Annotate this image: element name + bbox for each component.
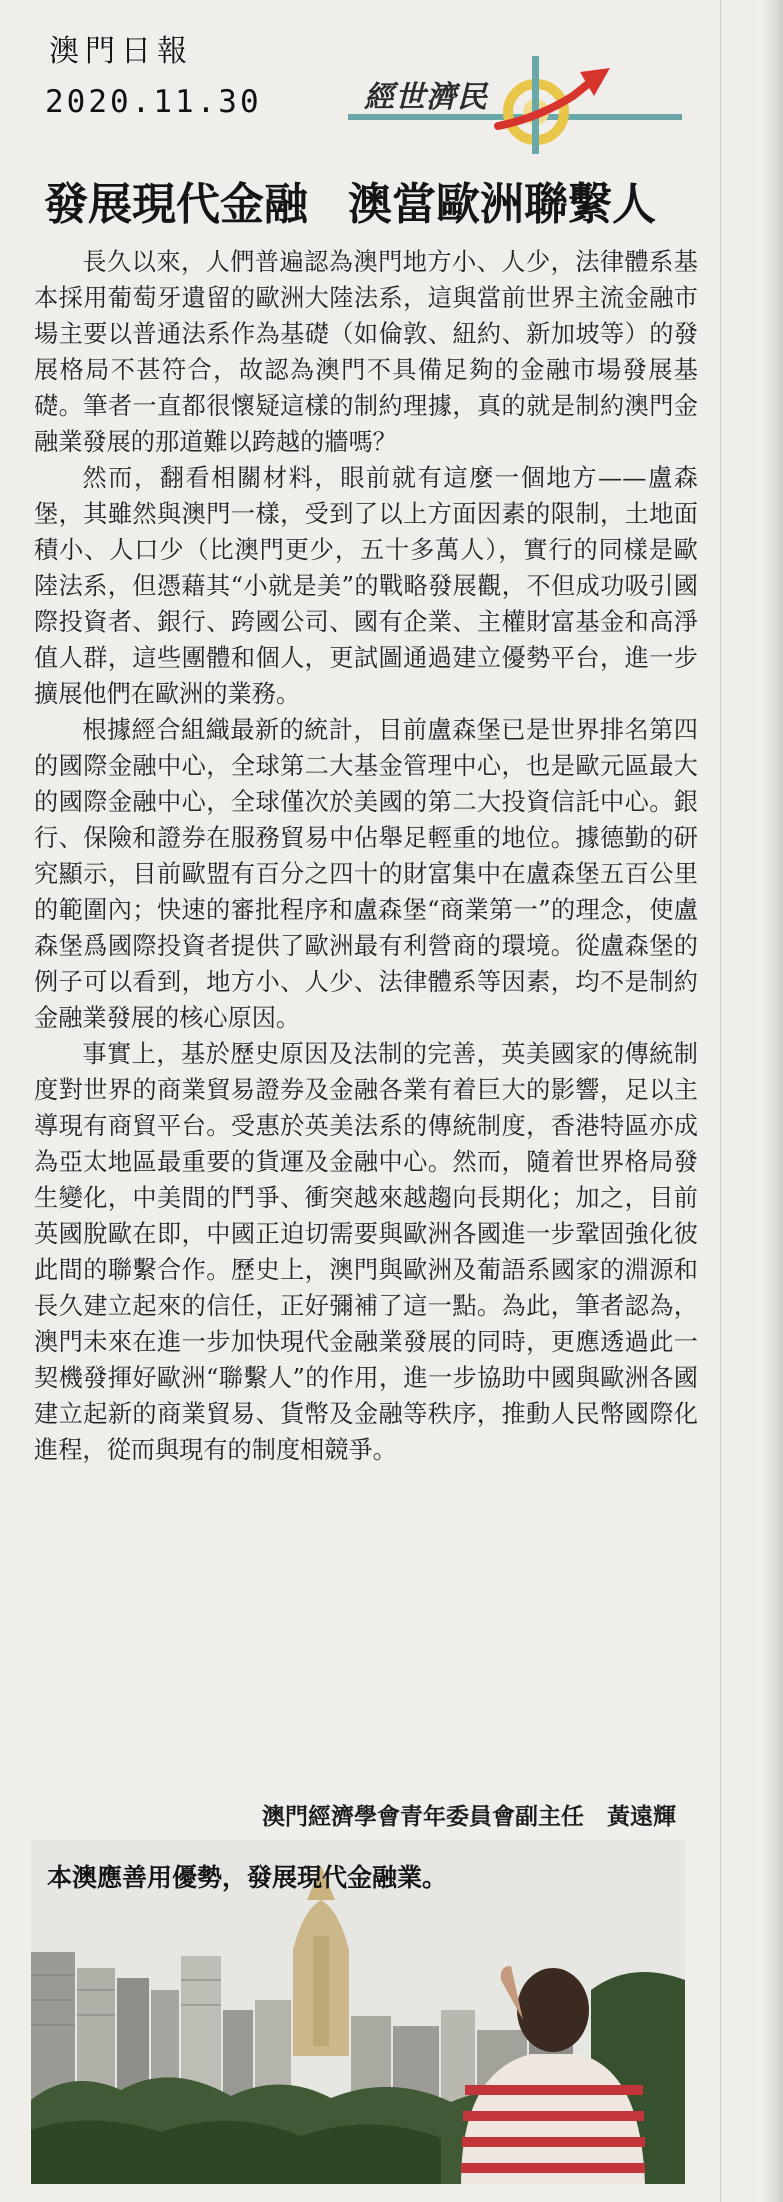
article-body	[34, 244, 698, 1468]
article-photo	[31, 1840, 685, 2184]
person-head	[517, 1968, 589, 2052]
title-part-2: 澳當歐洲聯繫人	[348, 179, 656, 230]
paragraph-3: 根據經合組織最新的統計，目前盧森堡已是世界排名第四的國際金融中心，全球第二大基金管理中心，也是歐元區最大的國際金融中心，全球僅次於美國的第二大投資信託中心。銀行、保險和證券在服務貿易中佔舉足輕重的地位。據德勤的研究顯示，目前歐盟有百分之四十的財富集中在盧森堡五百公里的範圍內；快速的審批程序和盧森堡“商業第一”的理念，使盧森堡爲國際投資者提供了歐洲最有利營商的環境。從盧森堡的例子可以看到，地方小、人少、法律體系等因素，均不是制約金融業發展的核心原因。	[34, 716, 698, 1032]
paragraph-1: 長久以來，人們普遍認為澳門地方小、人少，法律體系基本採用葡萄牙遺留的歐洲大陸法系，這與當前世界主流金融市場主要以普通法系作為基礎（如倫敦、紐約、新加坡等）的發展格局不甚符合，故認為澳門不具備足夠的金融市場發展基礎。筆者一直都很懷疑這樣的制約理據，真的就是制約澳門金融業發展的那道難以跨越的牆嗎？	[34, 248, 698, 456]
column-logo-text: 經世濟民	[364, 80, 488, 115]
paragraph-2: 然而，翻看相關材料，眼前就有這麼一個地方——盧森堡，其雖然與澳門一樣，受到了以上方面因素的限制，土地面積小、人口少（比澳門更少，五十多萬人），實行的同樣是歐陸法系，但憑藉其“小就是美”的戰略發展觀，不但成功吸引國際投資者、銀行、跨國公司、國有企業、主權財富基金和高淨值人群，這些團體和個人，更試圖通過建立優勢平台，進一步擴展他們在歐洲的業務。	[34, 464, 698, 708]
page-edge	[757, 0, 783, 2202]
title-part-1: 發展現代金融	[44, 179, 308, 230]
tree-canopy	[31, 2120, 441, 2184]
publication-date: 2020.11.30	[45, 84, 262, 120]
logo-bar	[532, 56, 539, 154]
paragraph-4: 事實上，基於歷史原因及法制的完善，英美國家的傳統制度對世界的商業貿易證券及金融各業有着巨大的影響，足以主導現有商貿平台。受惠於英美法系的傳統制度，香港特區亦成為亞太地區最重要的貨運及金融中心。然而，隨着世界格局發生變化，中美間的鬥爭、衝突越來越趨向長期化；加之，目前英國脫歐在即，中國正迫切需要與歐洲各國進一步鞏固強化彼此間的聯繫合作。歷史上，澳門與歐洲及葡語系國家的淵源和長久建立起來的信任，正好彌補了這一點。為此，筆者認為，澳門未來在進一步加快現代金融業發展的同時，更應透過此一契機發揮好歐洲“聯繫人”的作用，進一步協助中國與歐洲各國建立起新的商業貿易、貨幣及金融等秩序，推動人民幣國際化進程，從而與現有的制度相競爭。	[34, 1040, 698, 1464]
column-rule	[720, 0, 721, 2202]
newspaper-name: 澳門日報	[49, 34, 193, 69]
column-logo	[348, 56, 688, 156]
photo-caption: 本澳應善用優勢，發展現代金融業。	[47, 1863, 448, 1892]
author-byline: 澳門經濟學會青年委員會副主任 黃遠輝	[262, 1804, 676, 1830]
article-title	[44, 168, 704, 232]
